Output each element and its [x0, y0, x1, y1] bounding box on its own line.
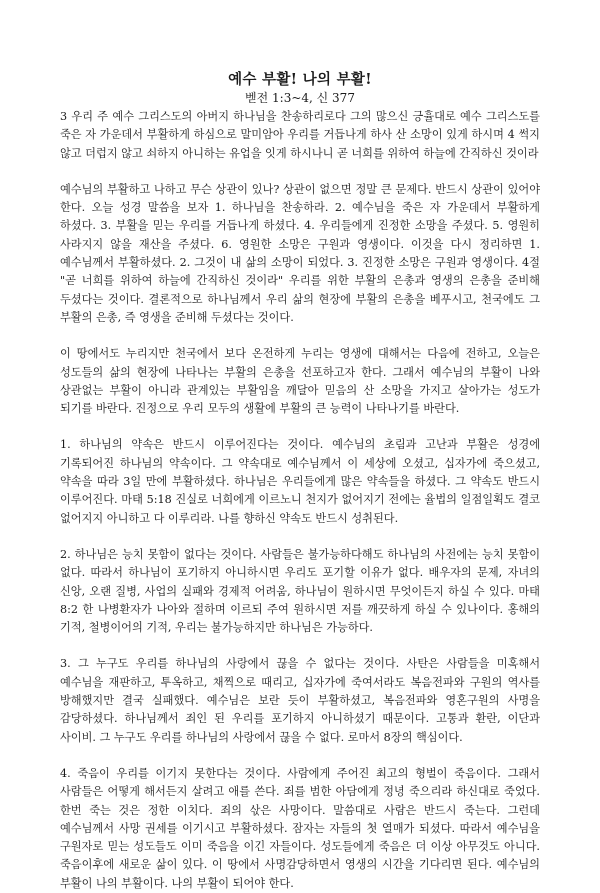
document-title: 예수 부활! 나의 부활!	[228, 71, 372, 88]
point-4-paragraph: 4. 죽음이 우리를 이기지 못한다는 것이다. 사람에게 주어진 최고의 형벌이 죽음이다. 그래서 사람들은 어떻게 해서든지 살려고 애를 쓴다. 죄를 범한 아담에게 정녕 죽으리라 하신대로 죽었다. 한번 죽는 것은 정한 이치다. 죄의 삯은 사망이다. 말씀대로 사람은 반드시 죽는다. 그런데 예수님께서 사망 권세를 이기시고 부활하셨다. 잠자는 자들의 첫 열매가 되셨다. 따라서 예수님을 구원자로 믿는 성도들도 이미 죽음을 이긴 자들이다. 성도들에게 죽음은 더 이상 아무것도 아니다. 죽음이후에 새로운 삶이 있다. 이 땅에서 사명감당하면서 영생의 시간을 기다리면 된다. 예수님의 부활이 나의 부활이다. 나의 부활이 되어야 한다.	[60, 766, 540, 890]
document-page	[60, 70, 540, 893]
paragraph-gap	[60, 528, 540, 546]
paragraph-gap	[60, 418, 540, 436]
point-3-paragraph: 3. 그 누구도 우리를 하나님의 사랑에서 끊을 수 없다는 것이다. 사탄은 사람들을 미혹해서 예수님을 재판하고, 투옥하고, 채찍으로 때리고, 십자가에 죽여서라도 복음전파와 구원의 역사를 방해했지만 결국 실패했다. 예수님은 보란 듯이 부활하셨고, 복음전파와 영혼구원의 사명을 감당하셨다. 하나님께서 죄인 된 우리를 포기하지 아니하셨기 때문이다. 고통과 환란, 이단과 사이비. 그 누구도 우리를 하나님의 사랑에서 끊을 수 없다. 로마서 8장의 핵심이다.	[60, 657, 540, 744]
intro-paragraph: 예수님의 부활하고 나하고 무슨 상관이 있나? 상관이 없으면 정말 큰 문제다. 반드시 상관이 있어야 한다. 오늘 성경 말씀을 보자 1. 하나님을 찬송하라. 2. 예수님을 죽은 자 가운데서 부활하게 하셨다. 3. 부활을 믿는 우리를 거듭나게 하셨다. 4. 우리들에게 진정한 소망을 주셨다. 5. 영원히 사라지지 않을 재산을 주셨다. 6. 영원한 소망은 구원과 영생이다. 이것을 다시 정리하면 1. 예수님께서 부활하셨다. 2. 그것이 내 삶의 소망이 되었다. 3. 진정한 소망은 구원과 영생이다. 4절 "곧 너희를 위하여 하늘에 간직하신 것이라" 우리를 위한 부활의 은총과 영생의 은총을 준비해 두셨다는 것이다. 결론적으로 하나님께서 우리 삶의 현장에 부활의 은총을 베푸시고, 천국에도 그 부활의 은총, 즉 영생을 준비해 두셨다는 것이다.	[60, 182, 540, 324]
point-2-paragraph: 2. 하나님은 능치 못함이 없다는 것이다. 사람들은 불가능하다해도 하나님의 사전에는 능치 못함이 없다. 따라서 하나님이 포기하지 아니하시면 우리도 포기할 이유가 없다. 배우자의 문제, 자녀의 신앙, 오랜 질병, 사업의 실패와 경제적 어려움, 하나님이 원하시면 무엇이든지 하실 수 있다. 마태 8:2 한 나병환자가 나아와 절하며 이르되 주여 원하시면 저를 깨끗하게 하실 수 있나이다. 홍해의 기적, 철병이어의 기적, 우리는 불가능하지만 하나님은 가능하다.	[60, 547, 540, 635]
point-1-paragraph: 1. 하나님의 약속은 반드시 이루어진다는 것이다. 예수님의 초림과 고난과 부활은 성경에 기록되어진 하나님의 약속이다. 그 약속대로 예수님께서 이 세상에 오셨고, 십자가에 죽으셨고, 약속을 따라 3일 만에 부활하셨다. 하나님은 우리들에게 많은 약속들을 하셨다. 그 약속도 반드시 이루어진다. 마태 5:18 진실로 너희에게 이르노니 천지가 없어지기 전에는 율법의 일점일획도 결코 없어지지 아니하고 다 이루리라. 나를 향하신 약속도 반드시 성취된다.	[60, 438, 540, 525]
paragraph-gap	[60, 637, 540, 655]
scripture-passage: 3 우리 주 예수 그리스도의 아버지 하나님을 찬송하리로다 그의 많으신 긍휼대로 예수 그리스도를 죽은 자 가운데서 부활하게 하심으로 말미암아 우리를 거듭나게 하사 산 소망이 있게 하시며 4 썩지 않고 더럽지 않고 쇠하지 아니하는 유업을 잇게 하시나니 곧 너희를 위하여 하늘에 간직하신 것이라	[60, 110, 540, 160]
paragraph-gap	[60, 747, 540, 765]
paragraph-gap	[60, 327, 540, 345]
purpose-paragraph: 이 땅에서도 누리지만 천국에서 보다 온전하게 누리는 영생에 대해서는 다음에 전하고, 오늘은 성도들의 삶의 현장에 나타나는 부활의 은총을 선포하고자 한다. 그래서 예수님의 부활이 나와 상관없는 부활이 아니라 관계있는 부활임을 깨달아 믿음의 산 소망을 가지고 살아가는 성도가 되기를 바란다. 진정으로 우리 모두의 생활에 부활의 큰 능력이 나타나기를 바란다.	[60, 347, 540, 416]
scripture-reference: 벧전 1:3~4, 신 377	[245, 91, 355, 105]
paragraph-gap	[60, 163, 540, 181]
